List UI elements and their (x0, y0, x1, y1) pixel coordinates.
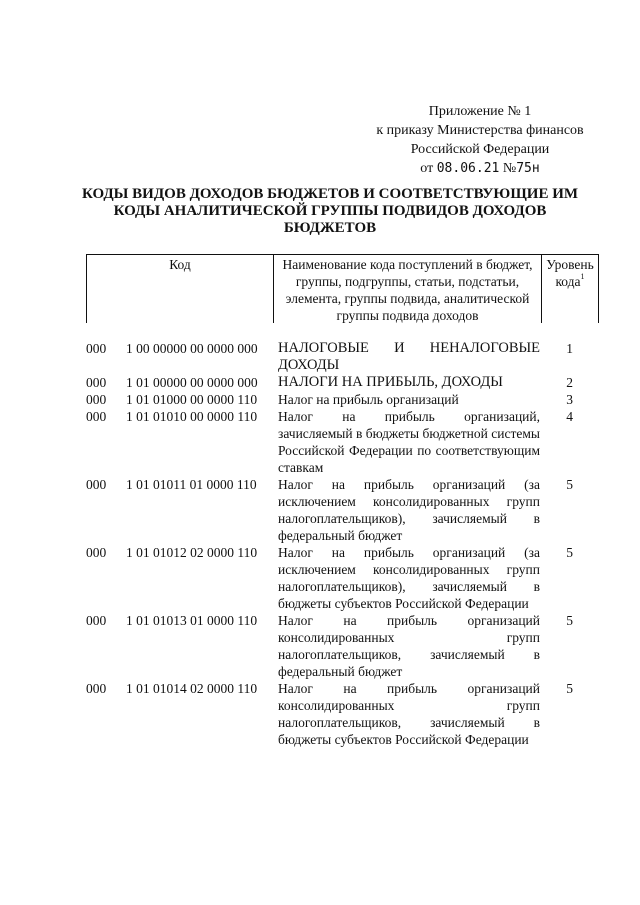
document-title (60, 186, 600, 237)
table-row (86, 544, 599, 612)
row-admin-code: 000 (86, 392, 107, 407)
row-name: Налог на прибыль организаций консолидированных групп налогоплательщиков, зачисляемый в федеральный бюджет (278, 613, 540, 679)
order-date: 08.06.21 (436, 161, 500, 176)
row-level: 5 (566, 681, 573, 696)
appendix-order-line: к приказу Министерства финансов (376, 123, 584, 138)
row-admin-code: 000 (86, 409, 107, 424)
appendix-date-line (360, 159, 600, 178)
title-line-3: БЮДЖЕТОВ (283, 220, 377, 236)
row-admin-code: 000 (86, 681, 107, 696)
date-prefix: от (420, 161, 434, 176)
row-code: 1 01 01012 02 0000 110 (126, 545, 258, 560)
appendix-ministry-line: Российской Федерации (410, 142, 550, 157)
row-name: Налог на прибыль организаций консолидированных групп налогоплательщиков, зачисляемый в бюджеты субъектов Российской Федерации (278, 681, 540, 747)
appendix-title: Приложение № 1 (428, 104, 532, 119)
row-code: 1 00 00000 00 0000 000 (126, 341, 258, 356)
row-name: НАЛОГОВЫЕ И НЕНАЛОГОВЫЕ ДОХОДЫ (278, 340, 540, 373)
table-row (86, 612, 599, 680)
title-line-2: КОДЫ АНАЛИТИЧЕСКОЙ ГРУППЫ ПОДВИДОВ ДОХОДОВ (113, 203, 547, 219)
header-code: Код (87, 255, 274, 323)
table-header (86, 254, 599, 323)
row-level: 3 (566, 392, 573, 407)
order-number: 75н (516, 161, 540, 176)
row-name: Налог на прибыль организаций, зачисляемый в бюджеты бюджетной системы Российской Федерации по соответствующим ставкам (278, 409, 540, 475)
row-level: 5 (566, 613, 573, 628)
row-code: 1 01 01013 01 0000 110 (126, 613, 258, 628)
row-code: 1 01 01010 00 0000 110 (126, 409, 258, 424)
appendix-block (360, 102, 600, 178)
row-admin-code: 000 (86, 375, 107, 390)
row-name: НАЛОГИ НА ПРИБЫЛЬ, ДОХОДЫ (278, 374, 503, 390)
row-level: 5 (566, 545, 573, 560)
title-line-1: КОДЫ ВИДОВ ДОХОДОВ БЮДЖЕТОВ И СООТВЕТСТВУЮЩИЕ ИМ (81, 186, 579, 202)
number-prefix: № (502, 161, 517, 176)
header-level (542, 255, 598, 323)
table-row (86, 340, 599, 374)
table-row (86, 374, 599, 391)
row-admin-code: 000 (86, 545, 107, 560)
row-code: 1 01 01011 01 0000 110 (126, 477, 257, 492)
row-name: Налог на прибыль организаций (за исключением консолидированных групп налогоплательщиков), зачисляемый в бюджеты субъектов Российской Федерации (278, 545, 540, 611)
row-code: 1 01 01014 02 0000 110 (126, 681, 258, 696)
table-row (86, 391, 599, 408)
table-row (86, 408, 599, 476)
row-name: Налог на прибыль организаций (278, 392, 459, 407)
header-level-label: Уровень кода (546, 257, 594, 289)
row-admin-code: 000 (86, 341, 107, 356)
row-admin-code: 000 (86, 477, 107, 492)
row-code: 1 01 01000 00 0000 110 (126, 392, 258, 407)
header-level-footnote: 1 (580, 272, 585, 281)
row-code: 1 01 00000 00 0000 000 (126, 375, 258, 390)
table-row (86, 680, 599, 748)
header-name: Наименование кода поступлений в бюджет, группы, подгруппы, статьи, подстатьи, элемента, группы подвида, аналитической группы подвида доходов (274, 255, 542, 323)
row-level: 5 (566, 477, 573, 492)
row-level: 4 (566, 409, 573, 424)
row-name: Налог на прибыль организаций (за исключением консолидированных групп налогоплательщиков), зачисляемый в федеральный бюджет (278, 477, 540, 543)
row-admin-code: 000 (86, 613, 107, 628)
table-body (86, 340, 599, 748)
table-row (86, 476, 599, 544)
row-level: 1 (566, 341, 573, 356)
row-level: 2 (566, 375, 573, 390)
